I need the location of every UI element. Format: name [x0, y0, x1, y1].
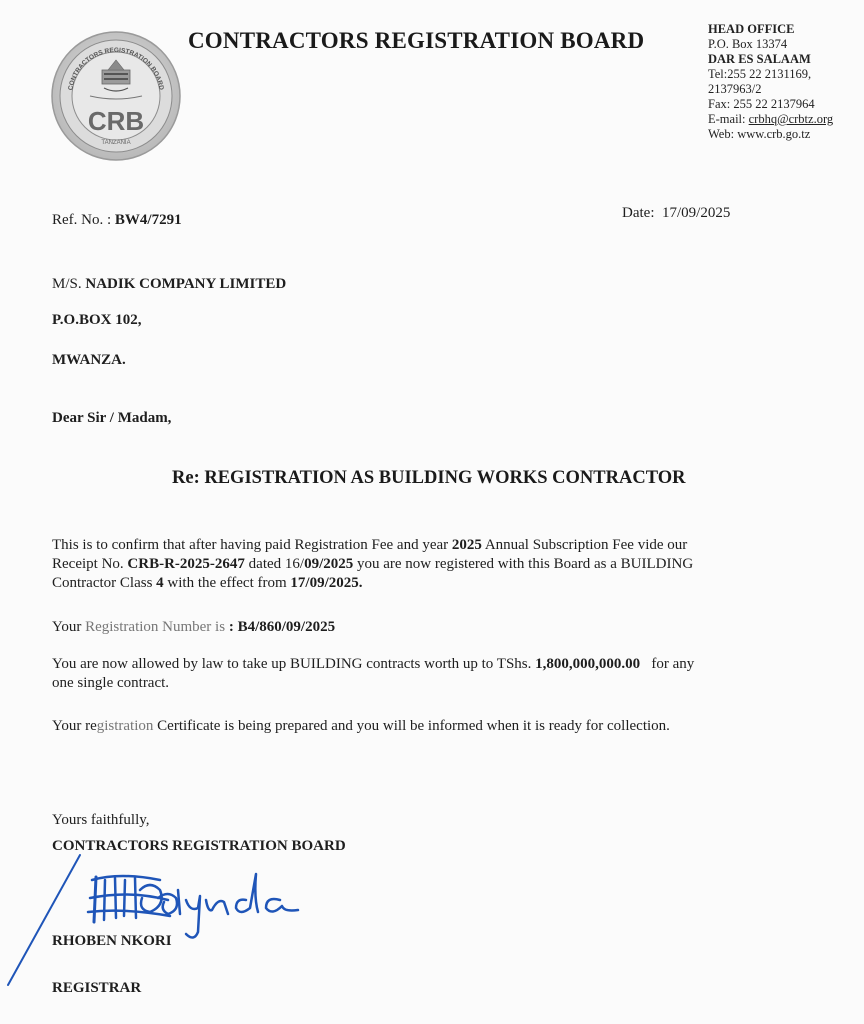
email-link[interactable]: crbhq@crbtz.org — [748, 112, 834, 126]
confirmation-line-3 — [52, 574, 693, 593]
crb-logo-seal — [50, 30, 182, 162]
reference-number — [52, 212, 182, 229]
text-run: Receipt No. — [52, 556, 128, 572]
recipient-name — [52, 276, 286, 293]
letter-date — [622, 205, 730, 222]
organization-title: CONTRACTORS REGISTRATION BOARD — [188, 28, 645, 53]
confirmation-line-1 — [52, 536, 693, 555]
valediction: Yours faithfully, — [52, 812, 150, 828]
subject-line: Re: REGISTRATION AS BUILDING WORKS CONTRACTOR — [172, 468, 686, 488]
head-office-block — [708, 22, 833, 142]
logo-country: TANZANIA — [101, 140, 131, 146]
text-run: : — [225, 619, 238, 635]
contract-limit-line-1 — [52, 655, 694, 674]
head-office-fax: Fax: 255 22 2137964 — [708, 97, 815, 111]
contractor-class: 4 — [156, 575, 164, 591]
recipient-po-box: P.O.BOX 102, — [52, 312, 142, 328]
receipt-date-bold: 09/2025 — [304, 556, 354, 572]
date-label: Date: — [622, 205, 655, 221]
certificate-paragraph — [52, 718, 670, 735]
text-run: with the effect from — [163, 575, 291, 591]
logo-ring-text: CONTRACTORS REGISTRATION BOARD — [67, 46, 165, 91]
contract-limit-line-2: one single contract. — [52, 675, 170, 691]
head-office-web: Web: www.crb.go.tz — [708, 127, 811, 141]
text-run: You are now allowed by law to take up BUILDING contracts worth up to TShs. — [52, 656, 536, 672]
logo-initials: CRB — [87, 106, 145, 136]
text-run: for any — [640, 656, 695, 672]
reference-value: BW4/7291 — [114, 212, 182, 228]
confirmation-line-2 — [52, 555, 693, 574]
recipient-company: NADIK COMPANY LIMITED — [85, 276, 287, 292]
contract-limit-amount: 1,800,000,000.00 — [535, 656, 641, 672]
email-label: E-mail: — [708, 112, 749, 126]
closing-organization: CONTRACTORS REGISTRATION BOARD — [52, 838, 346, 854]
text-run: Your — [52, 619, 86, 635]
text-run: dated 16/ — [244, 556, 305, 572]
reference-label: Ref. No. : — [52, 212, 115, 228]
text-run: gistration — [96, 718, 154, 734]
head-office-tel-1: Tel:255 22 2131169, — [708, 67, 812, 81]
head-office-email-line — [708, 112, 833, 127]
date-value: 17/09/2025 — [661, 205, 731, 221]
text-run: Your re — [52, 718, 97, 734]
subscription-year: 2025 — [451, 537, 482, 553]
registration-number: B4/860/09/2025 — [237, 619, 336, 635]
head-office-city: DAR ES SALAAM — [708, 52, 811, 66]
salutation: Dear Sir / Madam, — [52, 410, 172, 426]
text-run: Certificate is being prepared and you will be informed when it is ready for collection. — [153, 718, 670, 734]
text-run: This is to confirm that after having paid Registration Fee and year — [52, 537, 452, 553]
receipt-number: CRB-R-2025-2647 — [127, 556, 245, 572]
confirmation-paragraph — [52, 536, 693, 593]
registration-number-line — [52, 619, 335, 636]
head-office-tel-2: 2137963/2 — [708, 82, 762, 96]
text-run: Registration Number is — [85, 619, 226, 635]
signature — [0, 850, 330, 990]
head-office-po-box: P.O. Box 13374 — [708, 37, 788, 51]
effective-date: 17/09/2025. — [290, 575, 363, 591]
text-run: Contractor Class — [52, 575, 157, 591]
signatory-title: REGISTRAR — [52, 980, 142, 996]
recipient-prefix: M/S. — [52, 276, 86, 292]
recipient-city: MWANZA. — [52, 352, 126, 368]
contract-limit-paragraph — [52, 655, 694, 693]
signatory-name: RHOBEN NKORI — [52, 933, 172, 949]
text-run: Annual Subscription Fee vide our — [481, 537, 688, 553]
head-office-label: HEAD OFFICE — [708, 22, 795, 36]
text-run: you are now registered with this Board as a BUILDING — [353, 556, 694, 572]
